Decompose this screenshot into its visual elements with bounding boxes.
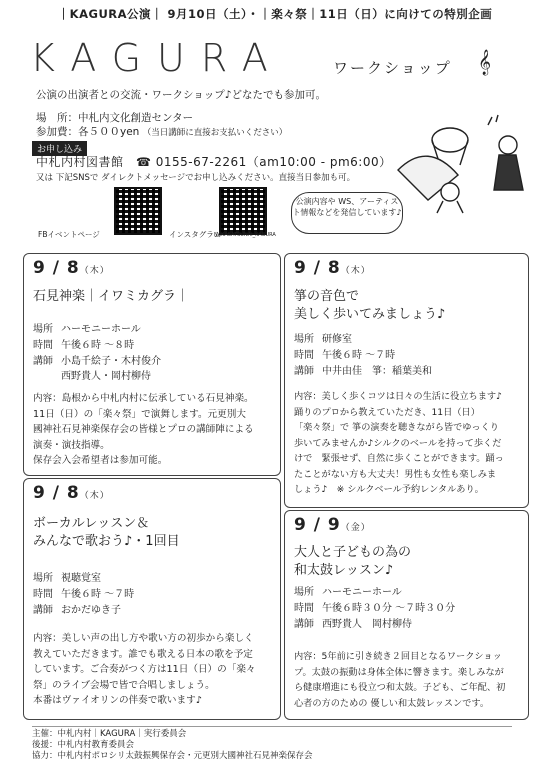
title-line: みんなで歌おう♪・1回目: [33, 534, 180, 549]
time-label: 時間: [294, 350, 314, 361]
workshop-subtitle: ワークショップ: [333, 59, 452, 77]
description-line: 本番はヴァイオリンの伴奏で歌います♪: [33, 695, 202, 706]
event-card-taiko-lesson: [284, 510, 529, 720]
event-card-koto-walking: [284, 253, 529, 508]
time-row: [33, 338, 134, 354]
description-line: 演奏・演技指導。: [33, 439, 110, 451]
description-line: 歩いてみませんか♪シルクのベールを持って歩くだ: [294, 437, 502, 449]
teacher-label: 講師: [294, 366, 314, 377]
event-card-iwami-kagura: [23, 253, 281, 476]
description-line: たことがない方も大丈夫！男性も女性も楽しみま: [294, 468, 497, 480]
instagram-handle: NAKASATSUNAI_KAGURA: [214, 232, 276, 238]
teacher-row: [294, 364, 432, 380]
top-banner-line: ｜KAGURA公演｜ 9月10日（土）・｜楽々祭｜11日（日）に向けての特別企画: [57, 7, 493, 21]
place-label: 場所: [294, 587, 314, 598]
time-row: [33, 587, 134, 603]
description-line: 11日（日）の「楽々祭」で演舞します。元更別大: [33, 408, 246, 420]
teacher-value: 中井由佳 箏：稲葉美和: [322, 366, 432, 377]
event-date: [33, 258, 110, 278]
time-row: [294, 601, 455, 617]
description-line: けで 緊張せず、自然に歩くことができます。踊っ: [294, 453, 504, 464]
description-line: 教えていただきます。誰でも歌える日本の歌を予定: [33, 648, 253, 660]
place-value: ハーモニーホール: [61, 324, 141, 335]
date-text: 9 / 8: [33, 483, 80, 503]
event-card-vocal-lesson: [23, 478, 281, 720]
teacher-label: 講師: [33, 356, 53, 367]
teacher-value: おかだゆき子: [61, 605, 121, 616]
event-date: [33, 483, 110, 503]
place-row: [294, 585, 402, 601]
drum-icon: [432, 128, 468, 152]
title-line: 和太鼓レッスン♪: [294, 563, 394, 578]
time-label: 時間: [33, 340, 53, 351]
time-label: 時間: [33, 589, 53, 600]
sns-note: 又は 下記SNSで ダイレクトメッセージでお申し込みください。直接当日参加も可。: [36, 173, 356, 183]
event-date: [294, 515, 371, 535]
place-label: 場所: [33, 573, 53, 584]
description-line: しています。ご合奏がつく方は11日（日）の「楽々: [33, 664, 256, 675]
cooperation-line: 協力：中札内村ポロシリ太鼓振興保存会・元更別大國神社石見神楽保存会: [32, 751, 313, 761]
title-line: 大人と子どもの為の: [294, 545, 412, 560]
intro-text: 公演の出演者との交流・ワークショップ♪どなたでも参加可。: [36, 89, 326, 101]
event-description: [294, 389, 504, 498]
description-line: 内容：美しく歩くコツは日々の生活に役立ちます♪: [294, 391, 502, 402]
speech-bubble: 公演内容や WS、アーティスト情報などを発信しています♪: [291, 192, 403, 234]
title-line: 美しく歩いてみましょう♪: [294, 307, 446, 322]
instagram-qr-code[interactable]: [219, 187, 267, 235]
date-text: 9 / 8: [33, 258, 80, 278]
kagura-logo: KAGURA: [30, 36, 284, 80]
place-value: ハーモニーホール: [322, 587, 402, 598]
day-of-week: （金）: [340, 523, 371, 533]
date-text: 9 / 8: [294, 258, 341, 278]
treble-clef-icon: 𝄞: [478, 50, 492, 75]
description-line: プ。太鼓の振動は身体全体に響きます。楽しみなが: [294, 666, 504, 678]
description-line: 内容：島根から中札内村に伝承している石見神楽。: [33, 393, 254, 404]
event-description: [294, 649, 505, 711]
event-description: [33, 631, 256, 709]
day-of-week: （木）: [340, 266, 371, 276]
event-title: [33, 515, 180, 551]
fee-note: （当日講師に直接お支払いください）: [142, 128, 288, 138]
time-value: 午後６時 〜８時: [61, 340, 135, 351]
place-row: [294, 332, 352, 348]
place-value: 研修室: [322, 334, 352, 345]
teacher-row: [33, 603, 121, 619]
description-line: 保存会入会希望者は参加可能。: [33, 455, 168, 466]
event-title: [294, 544, 411, 580]
place-label: 場所: [33, 324, 53, 335]
place-row: [33, 322, 141, 338]
event-title: [294, 288, 445, 324]
time-row: [294, 348, 395, 364]
description-line: 内容：5年前に引き続き２回目となるワークショッ: [294, 651, 502, 662]
description-line: しょう♪ ※ シルクベール予約レンタルあり。: [294, 484, 484, 495]
footer-credits: [32, 726, 512, 762]
teacher-row: [33, 354, 161, 370]
description-line: 踊りのプロから教えていただき、11日（日）: [294, 406, 480, 418]
teacher-row: [294, 617, 412, 633]
day-of-week: （木）: [79, 266, 110, 276]
organizer-line: 主催：中札内村｜KAGURA｜実行委員会: [32, 729, 187, 739]
teacher-value: 西野貴人 岡村柳侍: [322, 619, 412, 630]
teacher-value: 小島千絵子・木村俊介: [61, 356, 161, 367]
day-of-week: （木）: [79, 491, 110, 501]
teacher-label: 講師: [33, 605, 53, 616]
teacher-label: 講師: [294, 619, 314, 630]
description-line: 國神社石見神楽保存会の皆様とプロの講師陣による: [33, 424, 254, 435]
description-line: 心者の方のための 優しい和太鼓レッスンです。: [294, 697, 490, 709]
event-date: [294, 258, 371, 278]
description-line: 祭」のライブ会場で皆で合唱しましょう。: [33, 679, 215, 691]
venue-text: 場 所：中札内文化創造センター: [36, 112, 194, 124]
description-line: 内容：美しい声の出し方や歌い方の初歩から楽しく: [33, 633, 254, 644]
place-label: 場所: [294, 334, 314, 345]
event-title: 石見神楽｜イワミカグラ｜: [33, 289, 190, 304]
fb-label: FBイベントページ: [38, 230, 100, 239]
time-value: 午後６時３０分 〜７時３０分: [322, 603, 456, 614]
date-text: 9 / 9: [294, 515, 341, 535]
instagram-label: インスタグラム: [169, 230, 222, 239]
place-row: [33, 571, 101, 587]
support-line: 後援：中札内村教育委員会: [32, 740, 135, 750]
title-line: 箏の音色で: [294, 289, 360, 304]
time-value: 午後６時 〜７時: [322, 350, 396, 361]
description-line: 「楽々祭」で 箏の演奏を聴きながら皆でゆっくり: [294, 422, 499, 433]
title-line: ボーカルレッスン＆: [33, 516, 150, 531]
phone-line: 中札内村図書館 ☎ 0155-67-2261（am10:00 - pm6:00）: [36, 155, 392, 169]
teacher-value-2: 西野貴人・岡村柳侍: [61, 371, 151, 382]
fee-text: 参加費：各５００yen: [36, 126, 140, 138]
performers-illustration: [388, 100, 538, 215]
facebook-qr-code[interactable]: [114, 187, 162, 235]
description-line: ら健康増進にも役立つ和太鼓。子ども、ご年配、初: [294, 682, 506, 693]
time-value: 午後６時 〜７時: [61, 589, 135, 600]
time-label: 時間: [294, 603, 314, 614]
fee-line: [36, 124, 287, 139]
apply-badge: お申し込み: [32, 141, 87, 156]
event-description: [33, 391, 254, 469]
place-value: 視聴覚室: [61, 573, 101, 584]
